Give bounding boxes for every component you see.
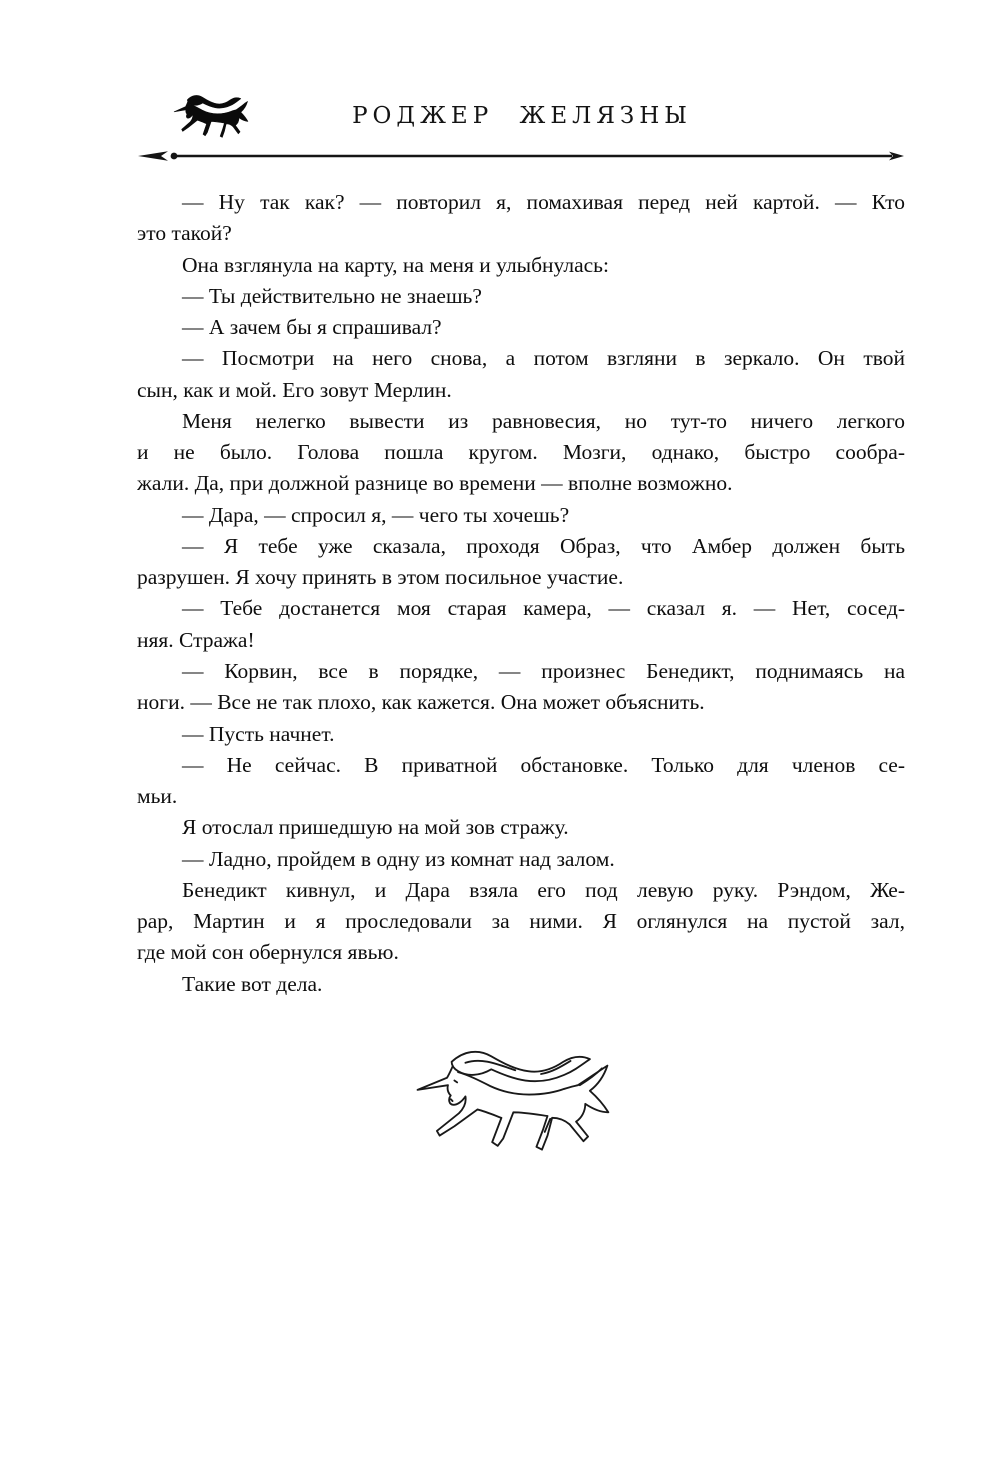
author-title: РОДЖЕР ЖЕЛЯЗНЫ	[352, 103, 692, 129]
text-line: мьи.	[137, 784, 178, 809]
text-line: ноги. — Все не так плохо, как кажется. Она может объяснить.	[137, 690, 705, 715]
text-line: Бенедикт кивнул, и Дара взяла его под левую руку. Рэндом, Же-	[182, 877, 905, 902]
text-line: — Ты действительно не знаешь?	[182, 283, 482, 308]
text-line: — Ну так как? — повторил я, помахивая перед ней картой. — Кто	[182, 190, 905, 214]
text-line: — Ладно, пройдем в одну из комнат над залом.	[182, 846, 615, 871]
text-line: это такой?	[137, 221, 232, 246]
text-line: — Дара, — спросил я, — чего ты хочешь?	[182, 502, 570, 527]
text-line: — Тебе достанется моя старая камера, — сказал я. — Нет, сосед-	[182, 596, 905, 621]
text-line: — Посмотри на него снова, а потом взгляни в зеркало. Он твой	[182, 346, 905, 371]
text-line: — Пусть начнет.	[182, 721, 335, 746]
arrow-rule-icon	[138, 148, 906, 164]
text-line: Меня нелегко вывести из равновесия, но тут-то ничего легкого	[182, 408, 905, 433]
text-line: и не было. Голова пошла кругом. Мозги, однако, быстро сообра-	[137, 440, 905, 465]
text-line: жали. Да, при должной разнице во времени — вполне возможно.	[137, 471, 733, 496]
text-line: Такие вот дела.	[182, 971, 323, 996]
text-line: сын, как и мой. Его зовут Мерлин.	[137, 377, 452, 402]
body-text	[137, 187, 905, 1000]
text-line: где мой сон обернулся явью.	[137, 940, 399, 965]
text-line: — Корвин, все в порядке, — произнес Бенедикт, поднимаясь на	[182, 658, 905, 683]
text-line: няя. Стража!	[137, 627, 255, 652]
text-line: Она взглянула на карту, на меня и улыбнулась:	[182, 252, 609, 277]
text-line: — Я тебе уже сказала, проходя Образ, что Амбер должен быть	[182, 533, 905, 558]
text-line: — Не сейчас. В приватной обстановке. Только для членов се-	[182, 752, 905, 777]
text-line: — А зачем бы я спрашивал?	[182, 315, 442, 340]
text-line: рар, Мартин и я проследовали за ними. Я оглянулся на пустой зал,	[137, 909, 905, 934]
text-line: разрушен. Я хочу принять в этом посильное участие.	[137, 565, 624, 590]
unicorn-illustration-icon	[412, 1046, 624, 1158]
text-line: Я отослал пришедшую на мой зов стражу.	[182, 815, 569, 840]
